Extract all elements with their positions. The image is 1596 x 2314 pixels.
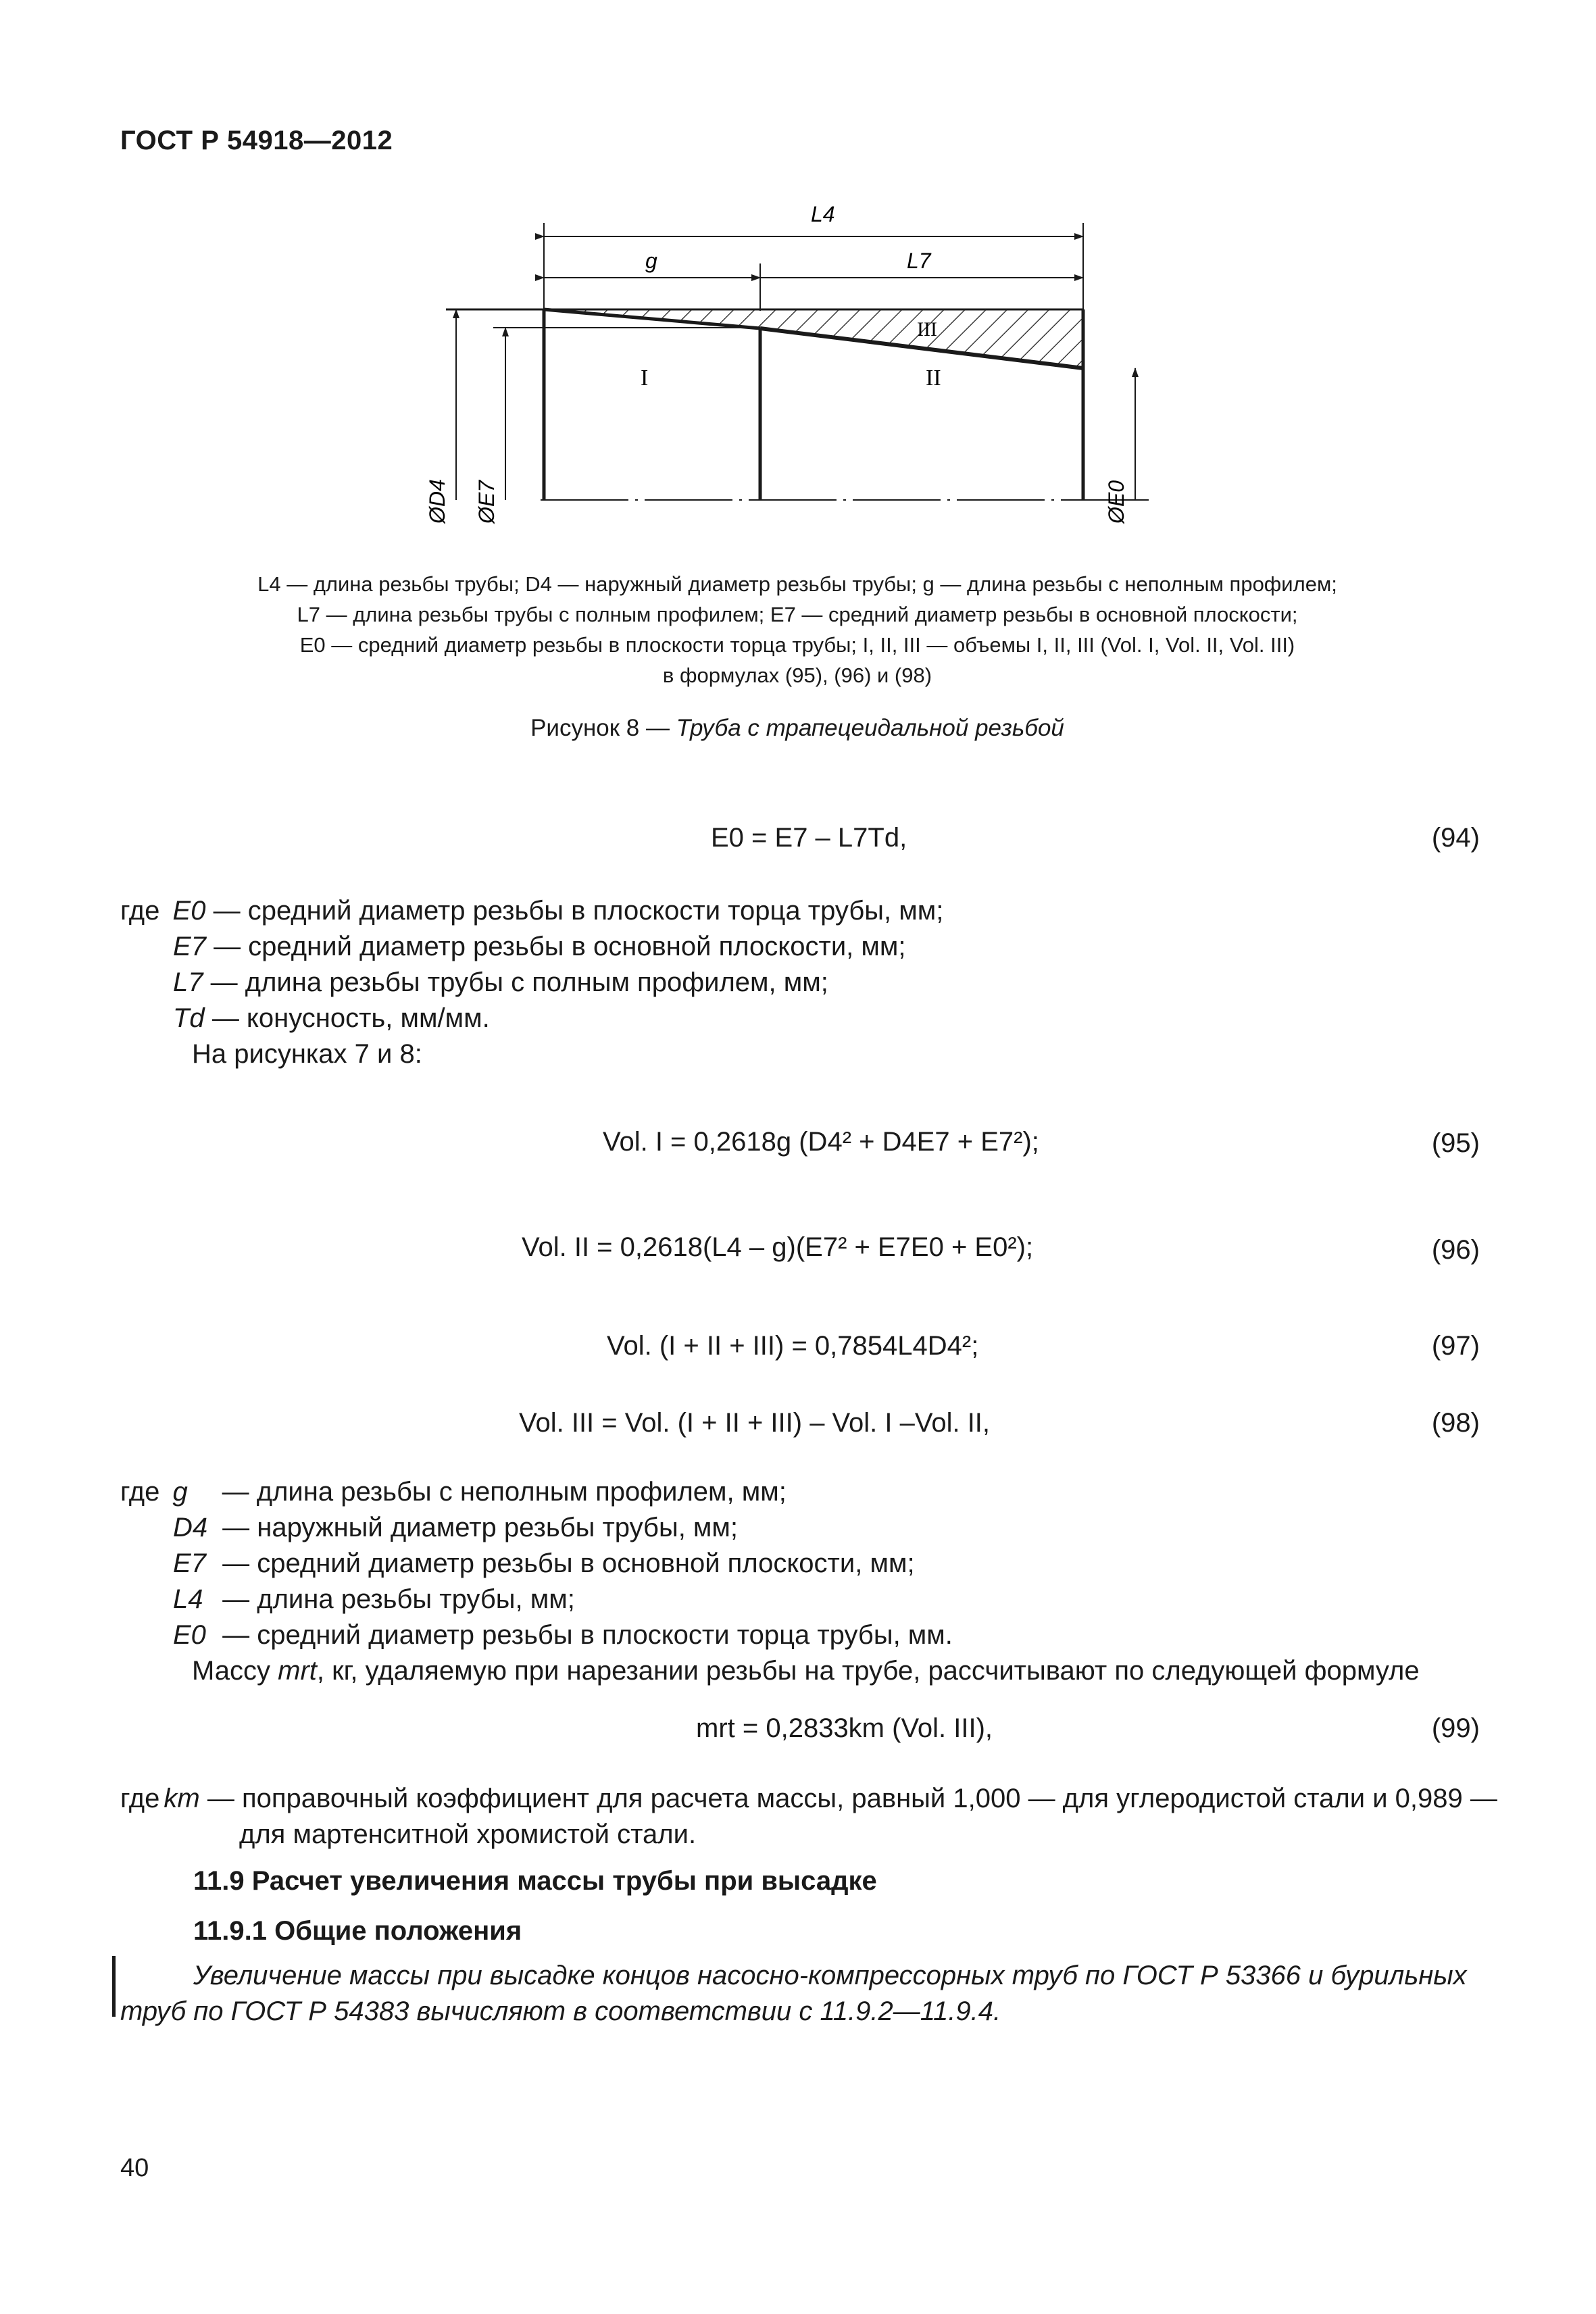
definition-symbol: E7 xyxy=(173,932,206,961)
label-volume-ii: II xyxy=(926,366,941,391)
equation-97: Vol. (I + II + III) = 0,7854L4D4²; xyxy=(607,1331,979,1361)
section-heading-11-9-1: 11.9.1 Общие положения xyxy=(193,1916,522,1946)
label-g: g xyxy=(645,249,657,273)
legend-line: в формулах (95), (96) и (98) xyxy=(662,663,932,687)
definition-text: — средний диаметр резьбы в основной плоскости, мм; xyxy=(214,932,906,961)
label-volume-i: I xyxy=(641,366,649,391)
equation-99: mrt = 0,2833km (Vol. III), xyxy=(696,1713,993,1743)
definition-symbol: Td xyxy=(173,1003,205,1033)
page-number: 40 xyxy=(120,2154,149,2182)
mass-formula-intro xyxy=(192,1653,1420,1689)
mass-intro-prefix: Массу xyxy=(192,1656,271,1686)
equation-number-97: (97) xyxy=(1431,1331,1480,1361)
label-e0: ØE0 xyxy=(1104,480,1128,524)
section-paragraph xyxy=(120,1958,1467,2030)
definition-symbol: L4 xyxy=(173,1584,203,1614)
label-l7: L7 xyxy=(907,249,931,273)
section-heading-11-9: 11.9 Расчет увеличения массы трубы при высадке xyxy=(193,1866,877,1896)
definitions-block-2 xyxy=(120,1474,1420,1689)
paragraph-line: труб по ГОСТ Р 54383 вычисляют в соответствии с 11.9.2—11.9.4. xyxy=(120,1996,1001,2026)
equation-number-99: (99) xyxy=(1431,1713,1480,1743)
legend-line: L4 — длина резьбы трубы; D4 — наружный диаметр резьбы трубы; g — длина резьбы с неполным профилем; xyxy=(257,572,1337,596)
definition-text: — длина резьбы трубы с полным профилем, мм; xyxy=(210,967,828,997)
equation-number-95: (95) xyxy=(1431,1128,1480,1158)
label-e7: ØE7 xyxy=(474,480,499,524)
where-lead: где xyxy=(120,896,160,926)
definition-text: — длина резьбы трубы, мм; xyxy=(222,1584,575,1614)
label-volume-iii: III xyxy=(917,318,937,341)
equation-number-94: (94) xyxy=(1431,823,1480,853)
figure-legend xyxy=(155,569,1439,690)
definition-text: — длина резьбы с неполным профилем, мм; xyxy=(222,1477,787,1507)
definition-symbol: E0 xyxy=(172,896,206,926)
label-d4: ØD4 xyxy=(425,479,449,524)
change-bar xyxy=(112,1956,116,2017)
definition-symbol: km xyxy=(164,1784,200,1813)
definition-text: — конусность, мм/мм. xyxy=(211,1003,490,1033)
definition-symbol: g xyxy=(172,1477,188,1507)
definition-text-continued: для мартенситной хромистой стали. xyxy=(239,1819,697,1849)
definition-symbol: E7 xyxy=(173,1549,206,1578)
where-lead: где xyxy=(120,1477,160,1507)
legend-line: L7 — длина резьбы трубы с полным профилем; E7 — средний диаметр резьбы в основной плоскости; xyxy=(297,603,1298,626)
figure-title-text: Труба с трапецеидальной резьбой xyxy=(676,715,1064,741)
equation-96: Vol. II = 0,2618(L4 – g)(E7² + E7E0 + E0²); xyxy=(522,1232,1034,1262)
figure-title xyxy=(155,715,1439,742)
definition-text: — средний диаметр резьбы в плоскости торца трубы, мм; xyxy=(213,896,944,926)
label-l4: L4 xyxy=(811,202,835,226)
equation-number-98: (98) xyxy=(1431,1408,1480,1438)
definition-symbol: D4 xyxy=(173,1513,208,1542)
definition-text: — поправочный коэффициент для расчета массы, равный 1,000 — для углеродистой стали и 0,989 — xyxy=(207,1784,1497,1813)
definition-text: — средний диаметр резьбы в плоскости торца трубы, мм. xyxy=(222,1620,953,1650)
equation-95: Vol. I = 0,2618g (D4² + D4E7 + E7²); xyxy=(603,1127,1039,1157)
where-lead: где xyxy=(120,1784,160,1813)
figure-title-prefix: Рисунок 8 — xyxy=(530,715,670,741)
mass-symbol: mrt xyxy=(278,1656,317,1686)
definition-symbol: L7 xyxy=(173,967,203,997)
equation-98: Vol. III = Vol. (I + II + III) – Vol. I –Vol. II, xyxy=(519,1408,991,1438)
document-header: ГОСТ Р 54918—2012 xyxy=(120,126,393,155)
legend-line: E0 — средний диаметр резьбы в плоскости торца трубы; I, II, III — объемы I, II, III (Vol. I, Vol. II, Vol. III) xyxy=(299,633,1295,657)
definition-text: — наружный диаметр резьбы трубы, мм; xyxy=(222,1513,739,1542)
mass-intro-suffix: , кг, удаляемую при нарезании резьбы на трубе, рассчитывают по следующей формуле xyxy=(316,1656,1420,1686)
equation-number-96: (96) xyxy=(1431,1235,1480,1265)
pipe-thread-figure xyxy=(405,196,1149,554)
definition-text: — средний диаметр резьбы в основной плоскости, мм; xyxy=(222,1549,915,1578)
equation-94: E0 = E7 – L7Td, xyxy=(711,823,907,853)
definition-symbol: E0 xyxy=(173,1620,206,1650)
definitions-block-1 xyxy=(120,893,943,1072)
paragraph-line: Увеличение массы при высадке концов насосно-компрессорных труб по ГОСТ Р 53366 и бурильных xyxy=(193,1961,1467,1990)
definitions-block-3 xyxy=(120,1781,1497,1853)
figures-reference-line: На рисунках 7 и 8: xyxy=(192,1039,422,1069)
